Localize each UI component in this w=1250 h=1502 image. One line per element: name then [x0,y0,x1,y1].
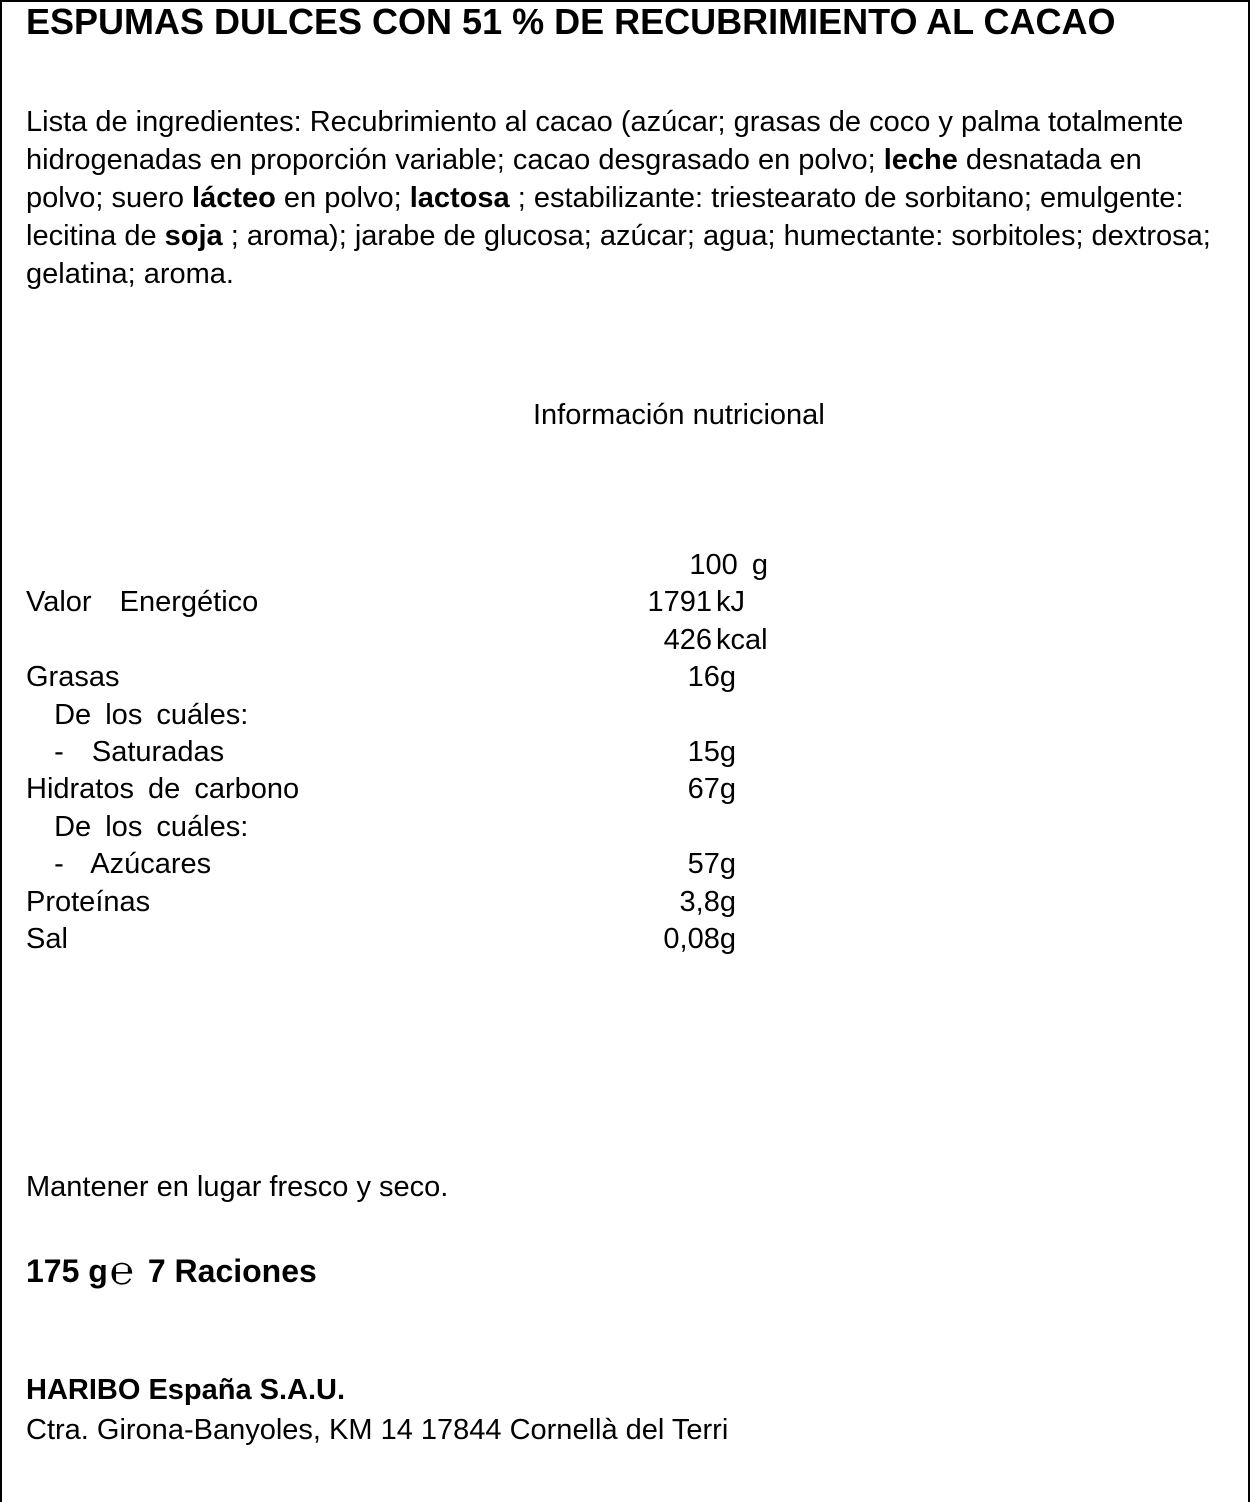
portions: 7 Raciones [147,1253,317,1289]
allergen-word: leche [883,144,958,176]
nutrient-unit: kJ [716,586,745,619]
ingredients-list [26,103,1226,293]
nutrition-row [26,696,1026,734]
company-name: HARIBO España S.A.U. [26,1374,346,1406]
nutrition-row [26,883,1026,921]
nutrition-row [26,808,1026,846]
net-weight: 175 g [26,1253,108,1289]
nutrient-value: 67g [687,773,736,806]
nutrition-row [26,621,1026,659]
nutrition-row [26,583,1026,621]
nutrient-label: De los cuáles: [26,698,249,731]
nutrient-value: 16g [687,661,736,694]
ingredient-text: ; estabilizante: triestearato de sorbitano; emulgente: lecitina de [26,182,1184,252]
net-quantity [26,1248,317,1293]
nutrition-column-header [26,546,1026,584]
ingredient-text: ; aroma); jarabe de glucosa; azúcar; agua; humectante: sorbitoles; dextrosa; gelatina; aroma. [26,220,1211,290]
nutrient-label: - Saturadas [26,736,225,768]
nutrient-value: 15g [687,736,736,768]
nutrient-value: 57g [687,848,736,881]
nutrient-value: 0,08g [663,923,736,955]
nutrient-label: Sal [26,923,68,955]
product-title: ESPUMAS DULCES CON 51 % DE RECUBRIMIENTO AL CACAO [26,1,1116,42]
nutrition-row [26,658,1026,696]
ingredient-text: Lista de ingredientes: Recubrimiento al cacao (azúcar; grasas de coco y palma totalmente hidrogenadas en proporción variable; cacao desgrasado en polvo; [26,106,1184,176]
allergen-word: lactosa [409,182,510,214]
nutrient-value: 426 [663,623,712,656]
nutrient-label: Valor Energético [26,586,259,619]
nutrient-value: 1791 [647,586,712,619]
nutrition-row [26,770,1026,808]
nutrient-value: 3,8g [679,885,736,918]
storage-instructions: Mantener en lugar fresco y seco. [26,1171,449,1203]
estimated-sign-icon: ℮ [109,1248,134,1293]
nutrient-unit: kcal [716,623,768,656]
nutrient-label: De los cuáles: [26,810,249,843]
nutrition-row [26,733,1026,771]
nutrition-row [26,845,1026,883]
allergen-word: soja [164,220,223,252]
ingredient-text: en polvo; [275,182,410,214]
nutrient-label: Proteínas [26,885,151,918]
allergen-word: lácteo [192,182,276,214]
column-header-value: 100 g [689,549,768,581]
nutrient-label: - Azúcares [26,848,212,881]
ingredient-text: desnatada en polvo; suero [26,144,1142,214]
nutrient-label: Hidratos de carbono [26,773,300,806]
company-address: Ctra. Girona-Banyoles, KM 14 17844 Cornellà del Terri [26,1414,729,1446]
nutrition-row [26,920,1026,958]
nutrition-heading: Información nutricional [533,399,825,431]
nutrient-label: Grasas [26,661,120,694]
